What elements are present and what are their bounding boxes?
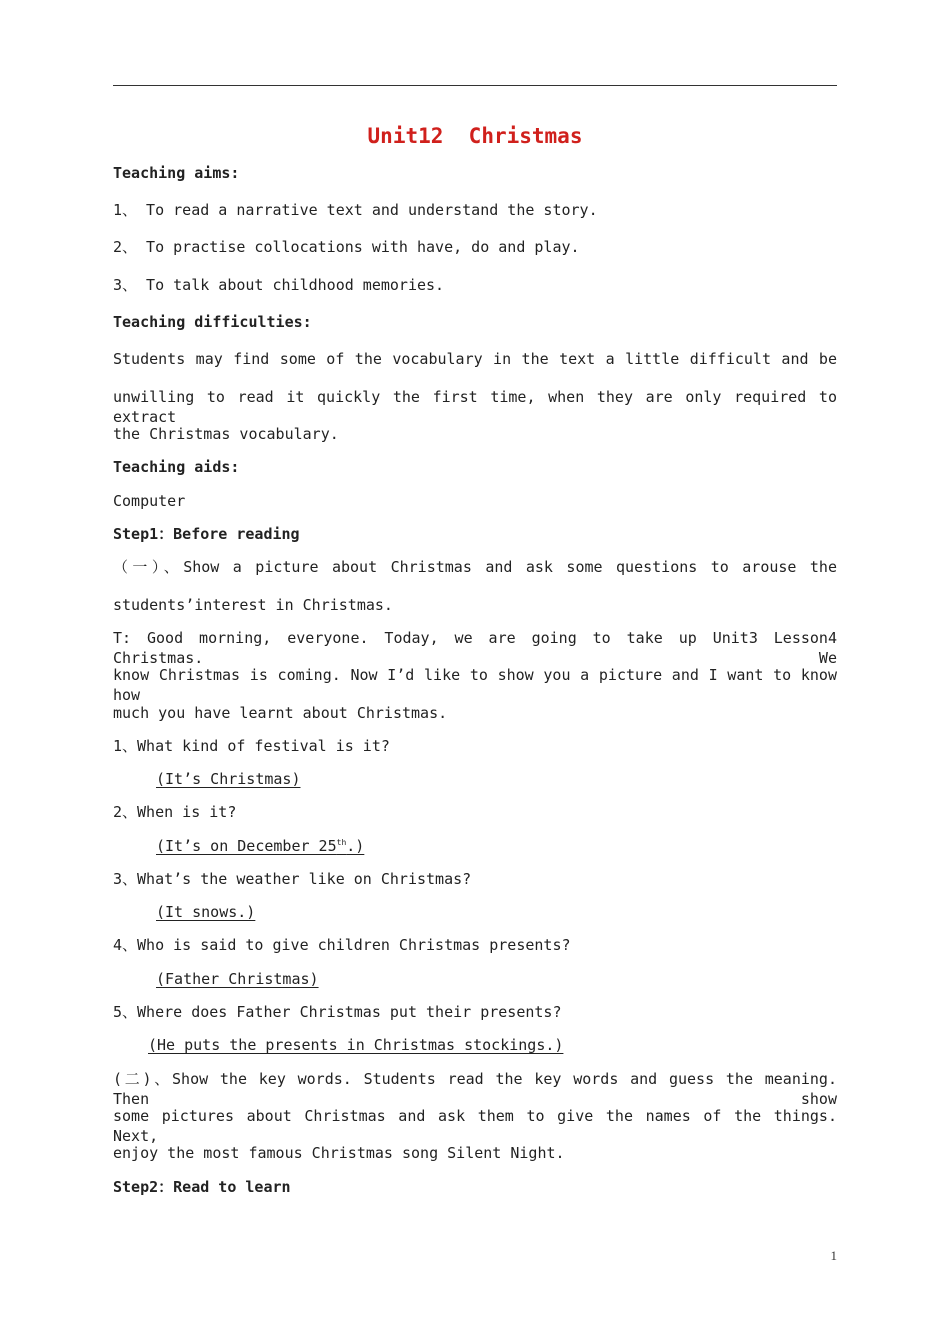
answer-3: (It snows.) <box>156 903 256 921</box>
difficulties-line-3: the Christmas vocabulary. <box>113 425 339 443</box>
difficulties-line-2: unwilling to read it quickly the first time, when they are only required to extract <box>113 388 837 426</box>
answer-4: (Father Christmas) <box>156 970 319 988</box>
aim-item-1: 1、 To read a narrative text and understand the story. <box>113 201 598 219</box>
page-number: 1 <box>830 1248 837 1263</box>
header-rule <box>113 85 837 86</box>
step2-heading: Step2：Read to learn <box>113 1178 291 1196</box>
step1-part1-line-1: （一）、Show a picture about Christmas and ask some questions to arouse the <box>113 558 837 576</box>
question-2: 2、When is it? <box>113 803 237 821</box>
aim-item-2: 2、 To practise collocations with have, do and play. <box>113 238 580 256</box>
step1-part2-line-2: some pictures about Christmas and ask them to give the names of the things. Next, <box>113 1107 837 1145</box>
question-1: 1、What kind of festival is it? <box>113 737 390 755</box>
difficulties-line-1: Students may find some of the vocabulary in the text a little difficult and be <box>113 350 837 368</box>
answer-2: (It’s on December 25th.) <box>156 837 365 855</box>
question-3: 3、What’s the weather like on Christmas? <box>113 870 472 888</box>
teacher-line-2: know Christmas is coming. Now I’d like to show you a picture and I want to know how <box>113 666 837 704</box>
teacher-line-1: T: Good morning, everyone. Today, we are going to take up Unit3 Lesson4 Christmas. We <box>113 629 837 667</box>
aim-item-3: 3、 To talk about childhood memories. <box>113 276 445 294</box>
question-5: 5、Where does Father Christmas put their presents? <box>113 1003 562 1021</box>
step1-part2-line-1: (二)、Show the key words. Students read the key words and guess the meaning. Then show <box>113 1070 837 1108</box>
answer-1: (It’s Christmas) <box>156 770 301 788</box>
aims-heading: Teaching aims: <box>113 164 240 182</box>
step1-part2-line-3: enjoy the most famous Christmas song Silent Night. <box>113 1144 565 1162</box>
aids-text: Computer <box>113 492 186 510</box>
teacher-line-3: much you have learnt about Christmas. <box>113 704 448 722</box>
question-4: 4、Who is said to give children Christmas presents? <box>113 936 571 954</box>
answer-5: (He puts the presents in Christmas stockings.) <box>148 1036 564 1054</box>
page-title: Unit12 Christmas <box>367 124 583 148</box>
step1-part1-line-2: students’interest in Christmas. <box>113 596 393 614</box>
aids-heading: Teaching aids: <box>113 458 240 476</box>
difficulties-heading: Teaching difficulties: <box>113 313 312 331</box>
step1-heading: Step1：Before reading <box>113 525 300 543</box>
